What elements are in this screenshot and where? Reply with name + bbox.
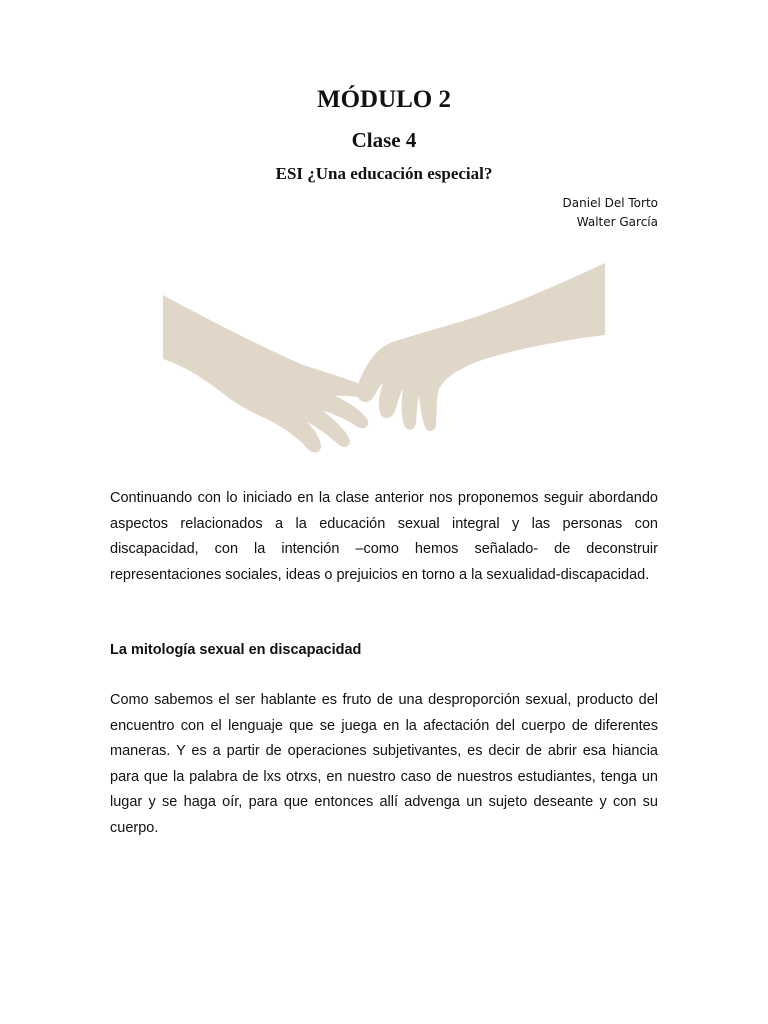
class-subtitle: ESI ¿Una educación especial? (275, 164, 493, 183)
section-paragraph: Como sabemos el ser hablante es fruto de una desproporción sexual, producto del encuentro con el lenguaje que se juega en la afectación del cuerpo de diferentes maneras. Y es a partir de operaciones subjetivantes, es decir de abrir esa hiancia para que la palabra de lxs otrxs, en nuestro caso de nuestros estudiantes, tenga un lugar y se haga oír, para que entonces allí advenga un sujeto deseante y con su cuerpo. (110, 692, 658, 836)
holding-hands-illustration (163, 255, 605, 457)
intro-paragraph: Continuando con lo iniciado en la clase anterior nos proponemos seguir abordando aspectos relacionados a la educación sexual integral y las personas con discapacidad, con la intención –como hemos señalado- de deconstruir representaciones sociales, ideas o prejuicios en torno a la sexualidad-discapacidad. (110, 490, 658, 583)
author-name: Walter García (576, 214, 658, 229)
authors-block (563, 194, 658, 231)
class-title: Clase 4 (351, 128, 417, 152)
author-name: Daniel Del Torto (562, 196, 658, 210)
section-heading: La mitología sexual en discapacidad (110, 642, 362, 658)
right-hand-shape (357, 263, 605, 431)
left-hand-shape (163, 295, 368, 452)
module-title: MÓDULO 2 (316, 86, 452, 113)
